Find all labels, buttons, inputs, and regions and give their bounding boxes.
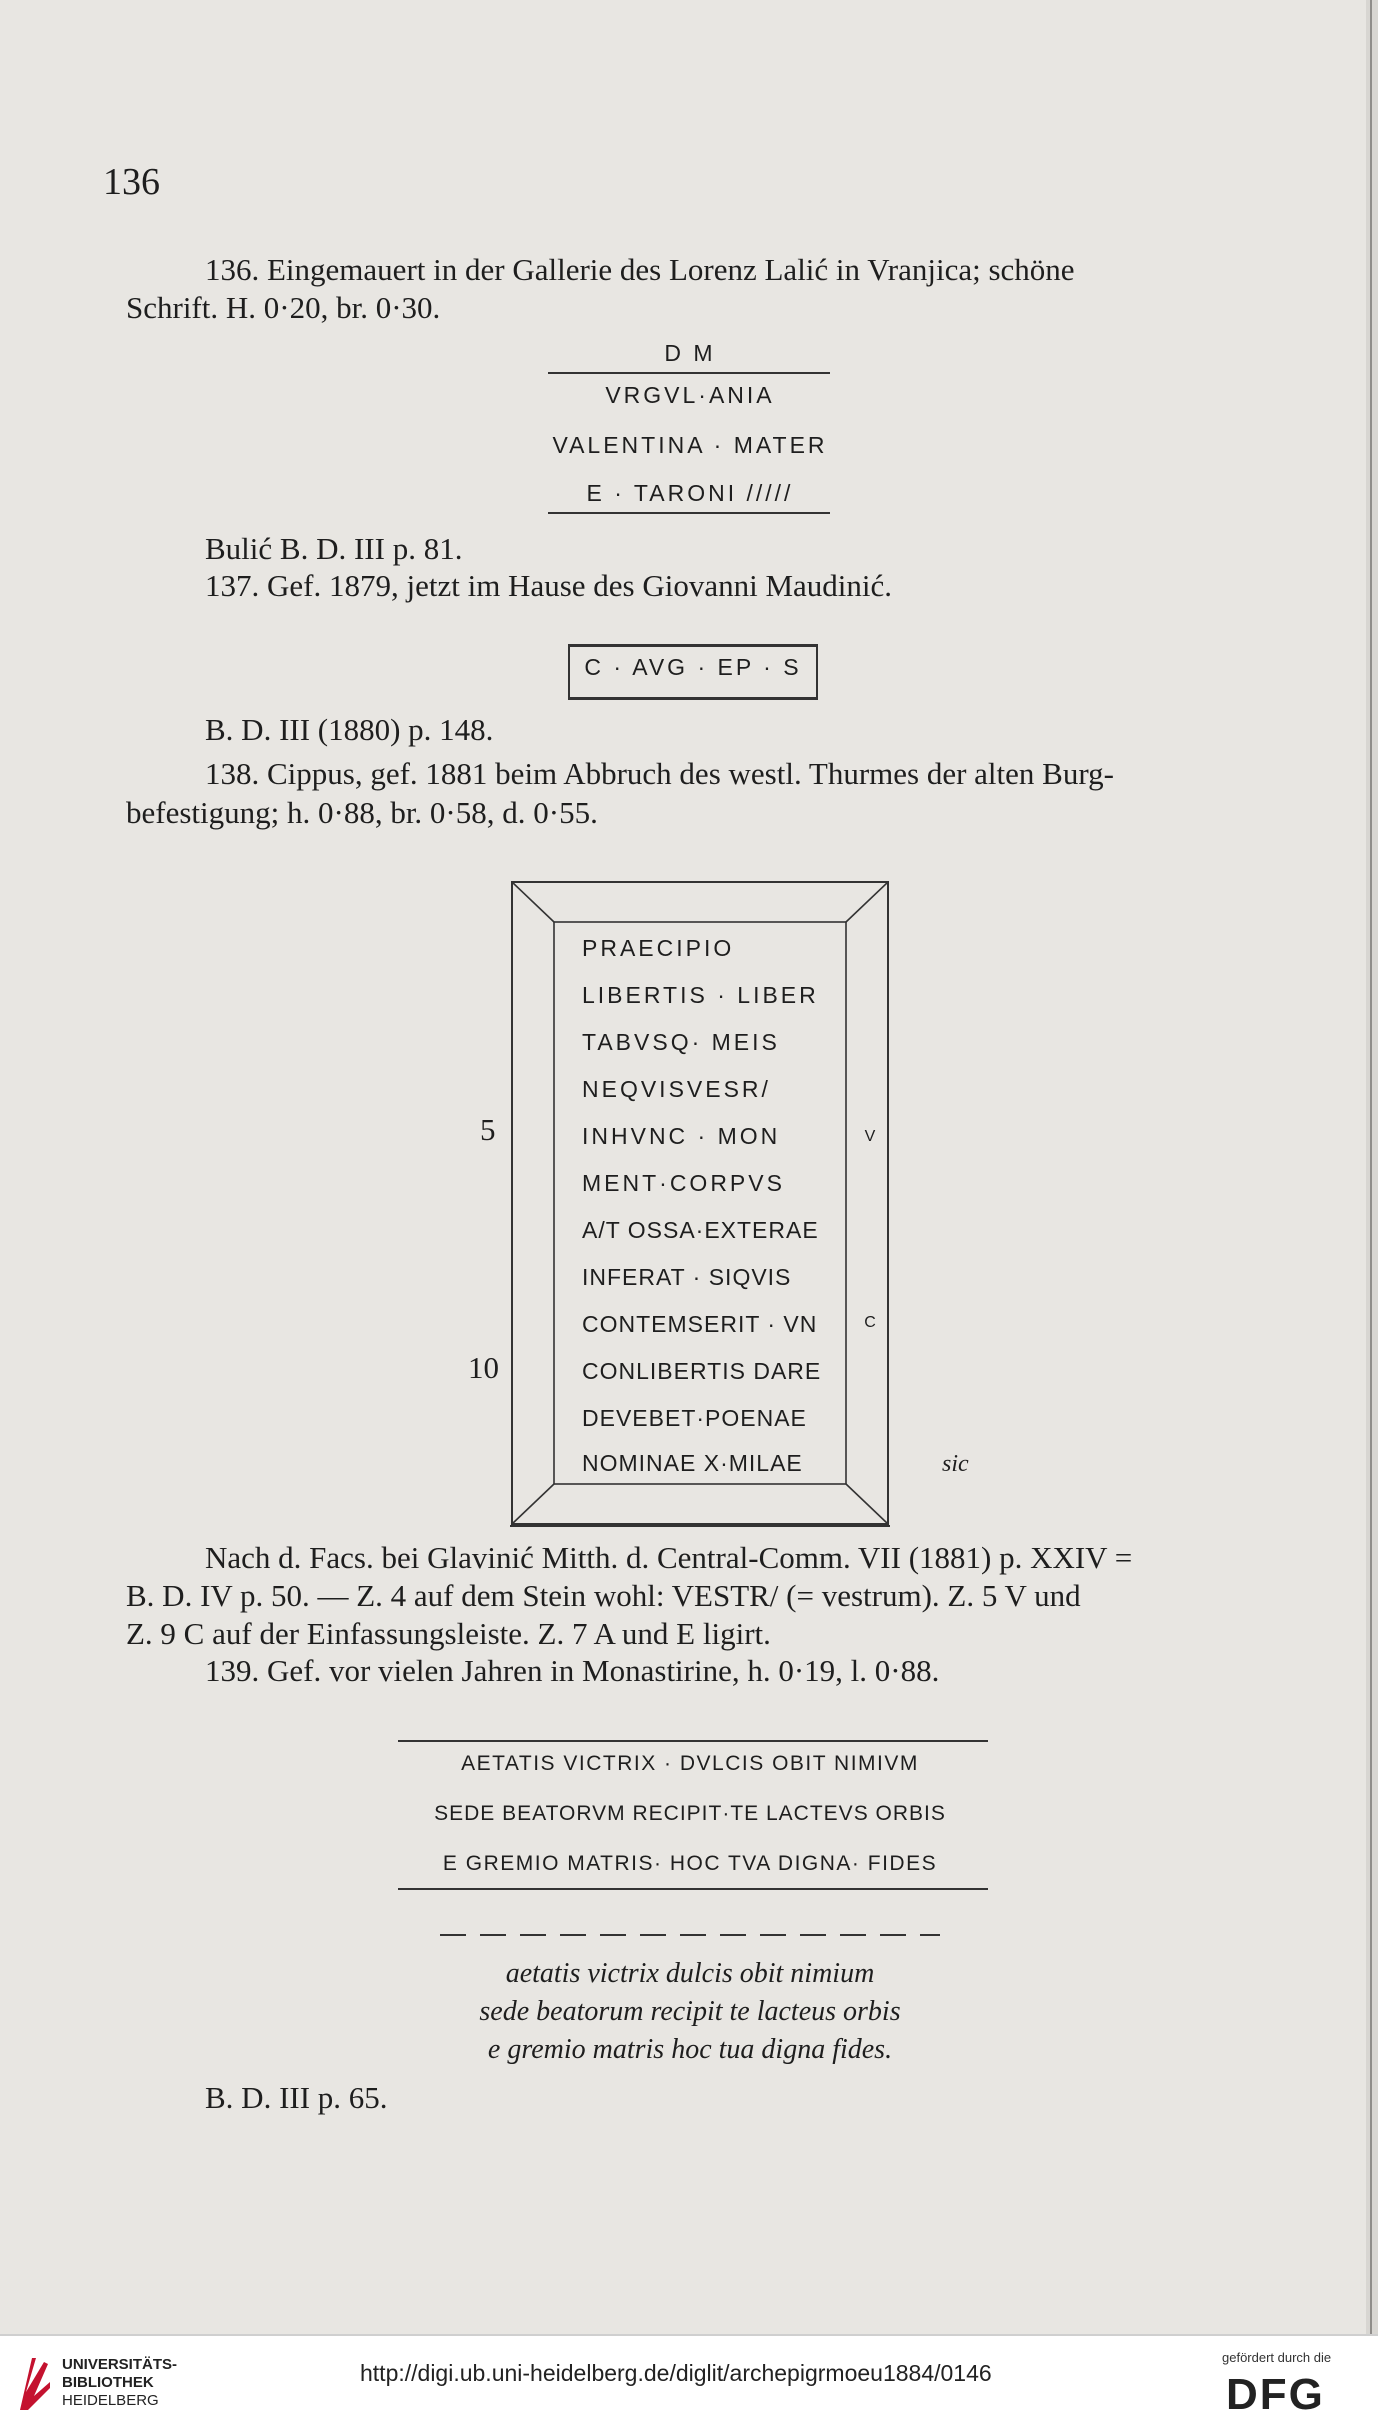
cippus-line-1: PRAECIPIO xyxy=(582,935,735,961)
cippus-line-10: CONLIBERTIS DARE xyxy=(582,1358,822,1384)
entry-139-reference: B. D. III p. 65. xyxy=(205,2080,388,2115)
entry-139-insc-line-2: SEDE BEATORVM RECIPIT·TE LACTEVS ORBIS xyxy=(434,1802,946,1825)
transcription-line-2: sede beatorum recipit te lacteus orbis xyxy=(479,1996,901,2027)
margin-letter-v: V xyxy=(864,1128,876,1145)
line-number-10: 10 xyxy=(468,1350,499,1385)
sic-note: sic xyxy=(942,1451,969,1477)
library-name-line-1: UNIVERSITÄTS- xyxy=(62,2356,178,2373)
cippus-line-7: A/T OSSA·EXTERAE xyxy=(582,1217,819,1243)
dashed-rule xyxy=(440,1932,940,1938)
entry-138-note-2: B. D. IV p. 50. — Z. 4 auf dem Stein wohl: VESTR/ (= vestrum). Z. 5 V und xyxy=(126,1578,1081,1613)
transcription-line-3: e gremio matris hoc tua digna fides. xyxy=(487,2034,893,2065)
university-logo-icon xyxy=(14,2352,54,2416)
entry-138-note-1: Nach d. Facs. bei Glavinić Mitth. d. Central-Comm. VII (1881) p. XXIV = xyxy=(205,1540,1133,1575)
rule xyxy=(398,1888,988,1890)
entry-136-insc-line-2: VRGVL·ANIA xyxy=(605,382,775,408)
cippus-line-6: MENT·CORPVS xyxy=(582,1170,785,1196)
entry-136-insc-line-1: D M xyxy=(664,340,716,366)
rule xyxy=(548,512,830,514)
rule xyxy=(398,1740,988,1742)
funded-by-text: gefördert durch die xyxy=(1222,2350,1332,2365)
entry-136-reference: Bulić B. D. III p. 81. xyxy=(205,531,463,566)
library-name xyxy=(62,2356,177,2410)
margin-letter-c: C xyxy=(864,1314,876,1331)
page-edge xyxy=(1366,0,1378,2334)
footer-bar xyxy=(0,2334,1378,2436)
entry-138-line-2: befestigung; h. 0·88, br. 0·58, d. 0·55. xyxy=(126,795,598,830)
entry-138-note-3: Z. 9 C auf der Einfassungsleiste. Z. 7 A und E ligirt. xyxy=(126,1616,771,1651)
entry-137-line-1: 137. Gef. 1879, jetzt im Hause des Giovanni Maudinić. xyxy=(205,568,893,603)
line-number-5: 5 xyxy=(480,1112,496,1147)
cippus-line-11: DEVEBET·POENAE xyxy=(582,1405,807,1431)
entry-137-insc: C · AVG · EP · S xyxy=(584,654,802,680)
entry-136-insc-line-3: VALENTINA · MATER xyxy=(552,432,828,458)
dfg-logo: DFG xyxy=(1226,2370,1325,2419)
entry-137-reference: B. D. III (1880) p. 148. xyxy=(205,712,494,747)
cippus-line-12: NOMINAE X·MILAE xyxy=(582,1450,803,1476)
footer-divider xyxy=(0,2334,1378,2336)
library-name-line-3: HEIDELBERG xyxy=(62,2392,159,2409)
library-name-line-2: BIBLIOTHEK xyxy=(62,2374,154,2391)
entry-139-insc-line-1: AETATIS VICTRIX · DVLCIS OBIT NIMIVM xyxy=(461,1752,919,1775)
rule xyxy=(548,372,830,374)
entry-139-insc-line-3: E GREMIO MATRIS· HOC TVA DIGNA· FIDES xyxy=(442,1852,938,1875)
cippus-line-8: INFERAT · SIQVIS xyxy=(582,1264,792,1290)
page-edge-line xyxy=(1370,0,1372,2334)
cippus-line-2: LIBERTIS · LIBER xyxy=(582,982,819,1008)
page-number: 136 xyxy=(103,161,160,203)
entry-136-line-1: 136. Eingemauert in der Gallerie des Lorenz Lalić in Vranjica; schöne xyxy=(205,252,1075,287)
entry-136-line-2: Schrift. H. 0·20, br. 0·30. xyxy=(126,290,441,325)
source-url-link[interactable]: http://digi.ub.uni-heidelberg.de/diglit/archepigrmoeu1884/0146 xyxy=(360,2360,992,2386)
transcription-line-1: aetatis victrix dulcis obit nimium xyxy=(505,1958,875,1989)
entry-138-line-1: 138. Cippus, gef. 1881 beim Abbruch des westl. Thurmes der alten Burg- xyxy=(205,756,1114,791)
cippus-line-3: TABVSQ· MEIS xyxy=(582,1029,780,1055)
cippus-line-4: NEQVISVESR/ xyxy=(582,1076,771,1102)
cippus-line-9: CONTEMSERIT · VN xyxy=(582,1311,818,1337)
entry-139-line-1: 139. Gef. vor vielen Jahren in Monastirine, h. 0·19, l. 0·88. xyxy=(205,1653,940,1688)
cippus-line-5: INHVNC · MON xyxy=(582,1123,781,1149)
entry-136-insc-line-4: E · TARONI ///// xyxy=(586,480,794,506)
